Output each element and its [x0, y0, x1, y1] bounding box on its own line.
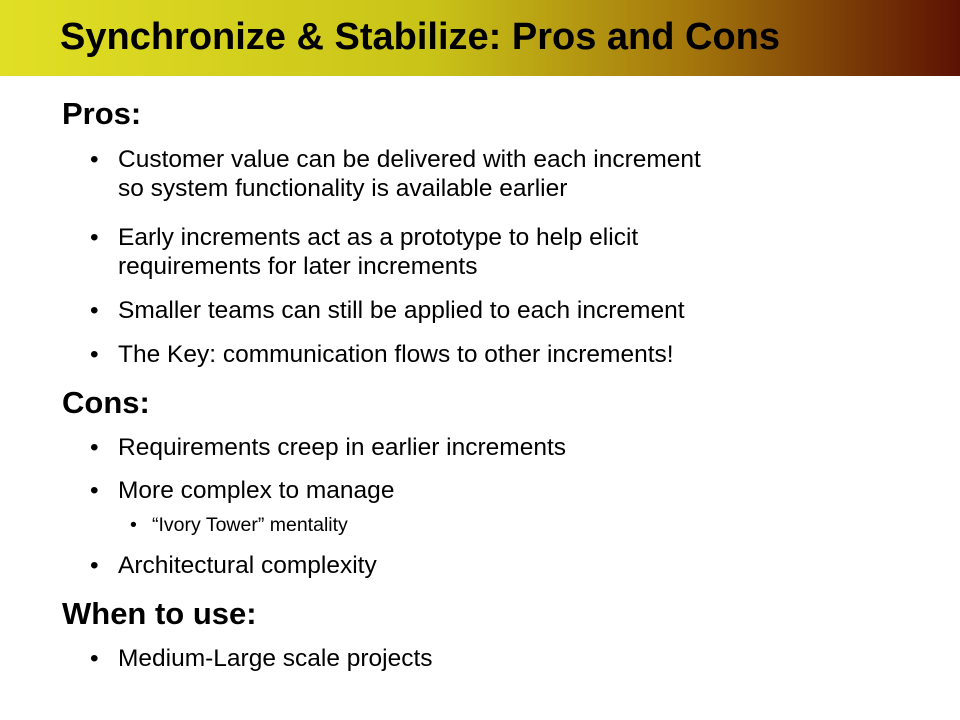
bullet-icon: • [90, 645, 99, 672]
pros-item-2-line-1: Early increments act as a prototype to help elicit [118, 224, 639, 251]
bullet-icon: • [90, 477, 99, 504]
bullet-icon: • [90, 224, 99, 251]
pros-item-1-line-2: so system functionality is available earlier [118, 175, 568, 202]
pros-item-1-line-1: Customer value can be delivered with each increment [118, 146, 701, 173]
when-heading: When to use: [62, 596, 257, 631]
cons-item-3-line-1: Architectural complexity [118, 552, 377, 579]
cons-item-2 [90, 476, 890, 505]
bullet-icon: • [90, 341, 99, 368]
cons-heading: Cons: [62, 385, 150, 420]
cons-item-1 [90, 433, 890, 462]
pros-item-3-line-1: Smaller teams can still be applied to each increment [118, 297, 685, 324]
when-item-1 [90, 644, 890, 673]
cons-item-2-line-1: More complex to manage [118, 477, 395, 504]
pros-item-2 [90, 223, 890, 281]
bullet-icon: • [130, 514, 137, 536]
pros-item-3 [90, 296, 890, 325]
bullet-icon: • [90, 146, 99, 173]
slide-title: Synchronize & Stabilize: Pros and Cons [60, 16, 781, 58]
cons-item-3 [90, 551, 890, 580]
pros-item-2-line-2: requirements for later increments [118, 253, 478, 280]
pros-item-1 [90, 145, 890, 203]
pros-item-4-line-1: The Key: communication flows to other increments! [118, 341, 674, 368]
when-item-1-line-1: Medium-Large scale projects [118, 645, 433, 672]
cons-sub-item-1-text: “Ivory Tower” mentality [152, 514, 348, 536]
bullet-icon: • [90, 434, 99, 461]
pros-item-4 [90, 340, 890, 369]
cons-item-1-line-1: Requirements creep in earlier increments [118, 434, 566, 461]
bullet-icon: • [90, 552, 99, 579]
bullet-icon: • [90, 297, 99, 324]
pros-heading: Pros: [62, 96, 142, 131]
